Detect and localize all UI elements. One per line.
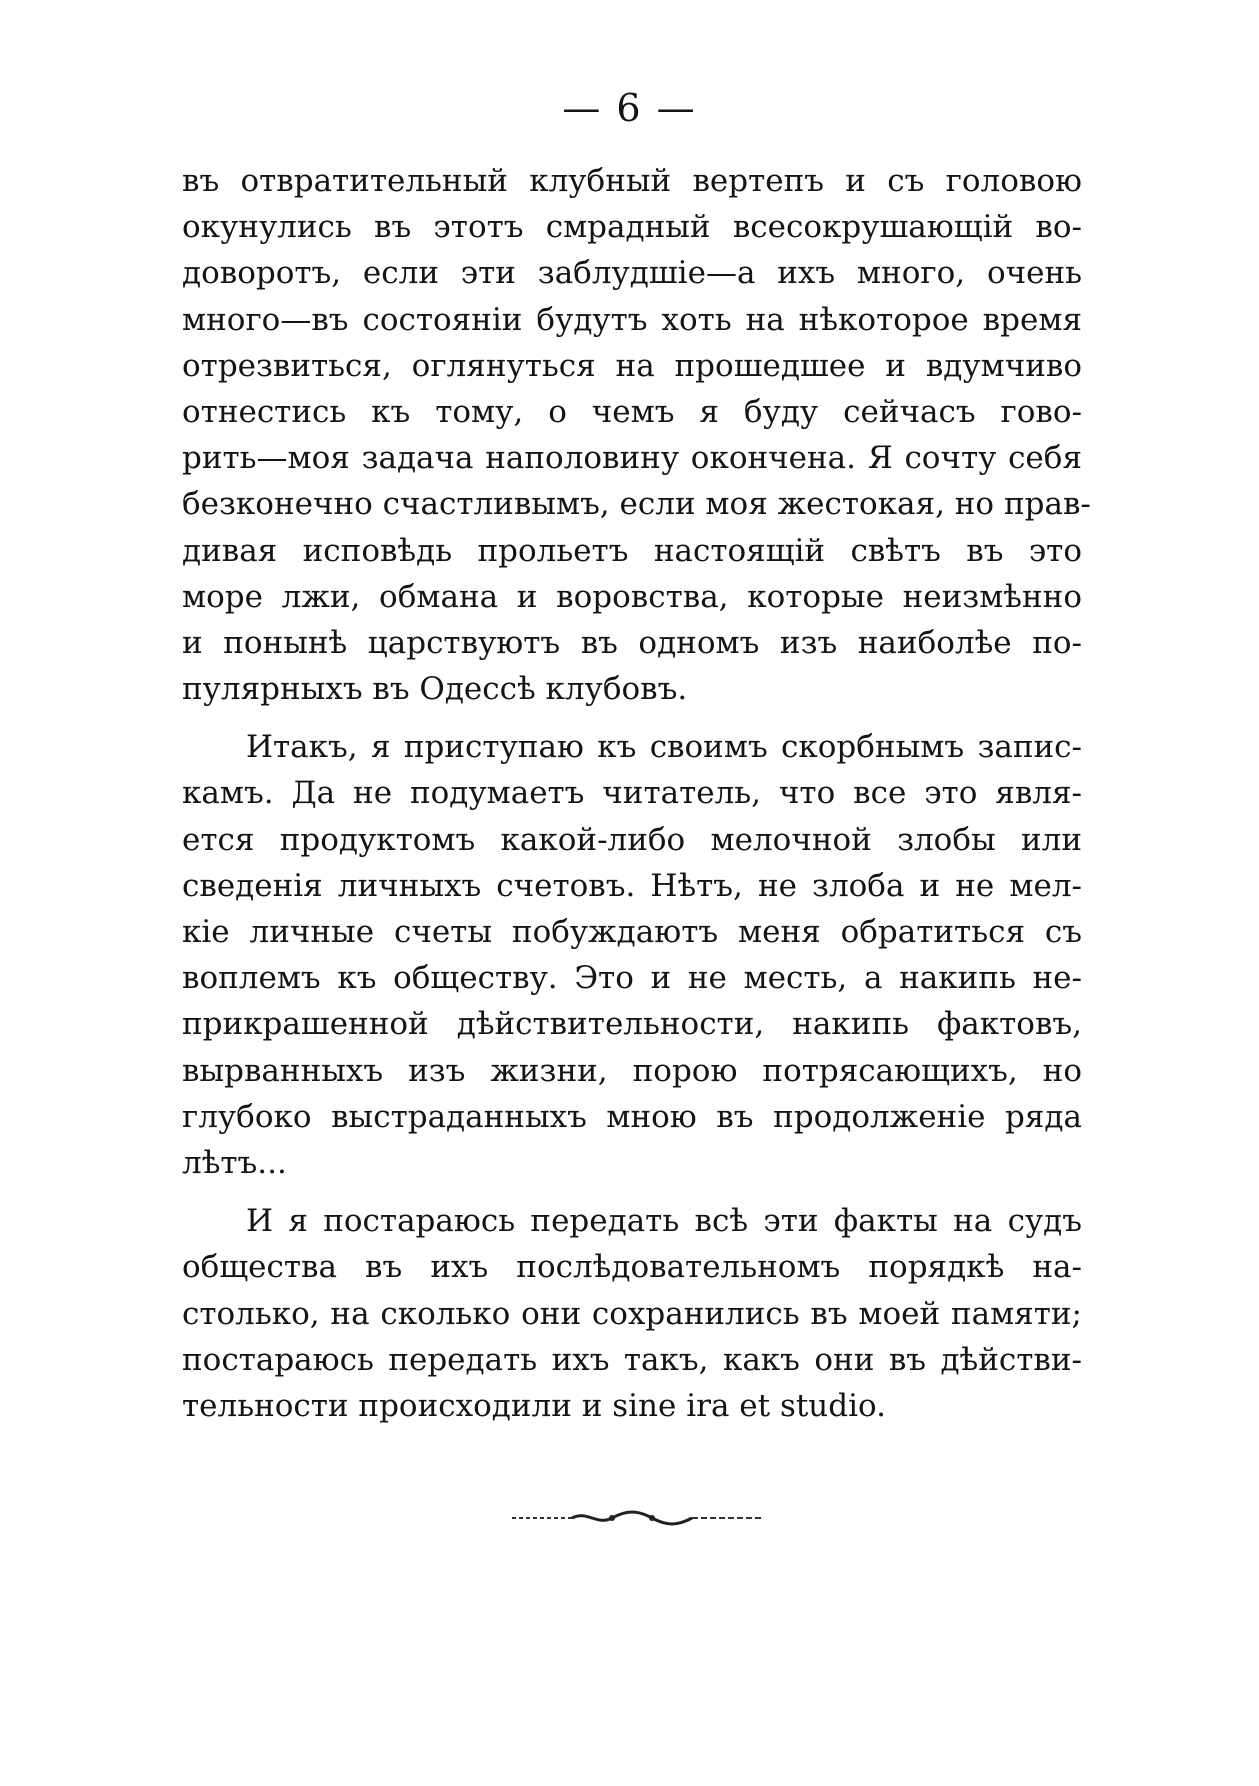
text-line: столько, на сколько они сохранились въ моей памяти; xyxy=(182,1295,1082,1332)
text-line: постараюсь передать ихъ такъ, какъ они въ дѣйстви- xyxy=(182,1341,1082,1378)
text-line: много—въ состояніи будутъ хоть на нѣкоторое время xyxy=(182,301,1082,338)
text-line: прикрашенной дѣйствительности, накипь фактовъ, xyxy=(182,1006,1082,1043)
text-line: отрезвиться, оглянуться на прошедшее и вдумчиво xyxy=(182,347,1082,384)
text-line: доворотъ, если эти заблудшіе—а ихъ много, очень xyxy=(182,255,1082,292)
text-line: тельности происходили и sine ira et studio. xyxy=(182,1387,887,1424)
text-line: и понынѣ царствуютъ въ одномъ изъ наиболѣе по- xyxy=(182,624,1082,661)
end-flourish-ornament xyxy=(512,1508,762,1528)
paragraph-3 xyxy=(182,1198,1082,1429)
text-line: отнестись къ тому, о чемъ я буду сейчасъ гово- xyxy=(182,393,1082,430)
text-line: камъ. Да не подумаетъ читатель, что все это явля- xyxy=(182,775,1082,812)
text-line: въ отвратительный клубный вертепъ и съ головою xyxy=(182,163,1082,199)
text-line: рить—моя задача наполовину окончена. Я сочту себя xyxy=(182,440,1082,477)
text-line: глубоко выстраданныхъ мною въ продолженіе ряда xyxy=(182,1098,1082,1135)
text-line: лѣтъ... xyxy=(182,1144,287,1181)
text-line: безконечно счастливымъ, если моя жестокая, но прав- xyxy=(182,486,1091,523)
paragraph-1 xyxy=(182,158,1091,712)
text-line: И я постараюсь передать всѣ эти факты на судъ xyxy=(246,1203,1082,1240)
text-line: общества въ ихъ послѣдовательномъ порядкѣ на- xyxy=(182,1249,1082,1286)
text-line: дивая исповѣдь прольетъ настоящій свѣтъ въ это xyxy=(182,532,1082,569)
text-line: ется продуктомъ какой-либо мелочной злобы или xyxy=(182,821,1082,858)
text-line: вырванныхъ изъ жизни, порою потрясающихъ, но xyxy=(182,1052,1082,1089)
body-text xyxy=(182,158,1091,1429)
text-line: воплемъ къ обществу. Это и не месть, а накипь не- xyxy=(182,960,1082,997)
text-line: окунулись въ этотъ смрадный всесокрушающій во- xyxy=(182,209,1082,246)
text-line: кіе личные счеты побуждаютъ меня обратиться съ xyxy=(182,914,1082,950)
text-line: море лжи, обмана и воровства, которые неизмѣнно xyxy=(182,578,1082,615)
paragraph-2 xyxy=(182,724,1082,1186)
text-line: Итакъ, я приступаю къ своимъ скорбнымъ запис- xyxy=(246,729,1082,766)
text-line: сведенія личныхъ счетовъ. Нѣтъ, не злоба и не мел- xyxy=(182,867,1082,904)
text-line: пулярныхъ въ Одессѣ клубовъ. xyxy=(182,671,688,708)
page-number: — 6 — xyxy=(562,86,697,130)
